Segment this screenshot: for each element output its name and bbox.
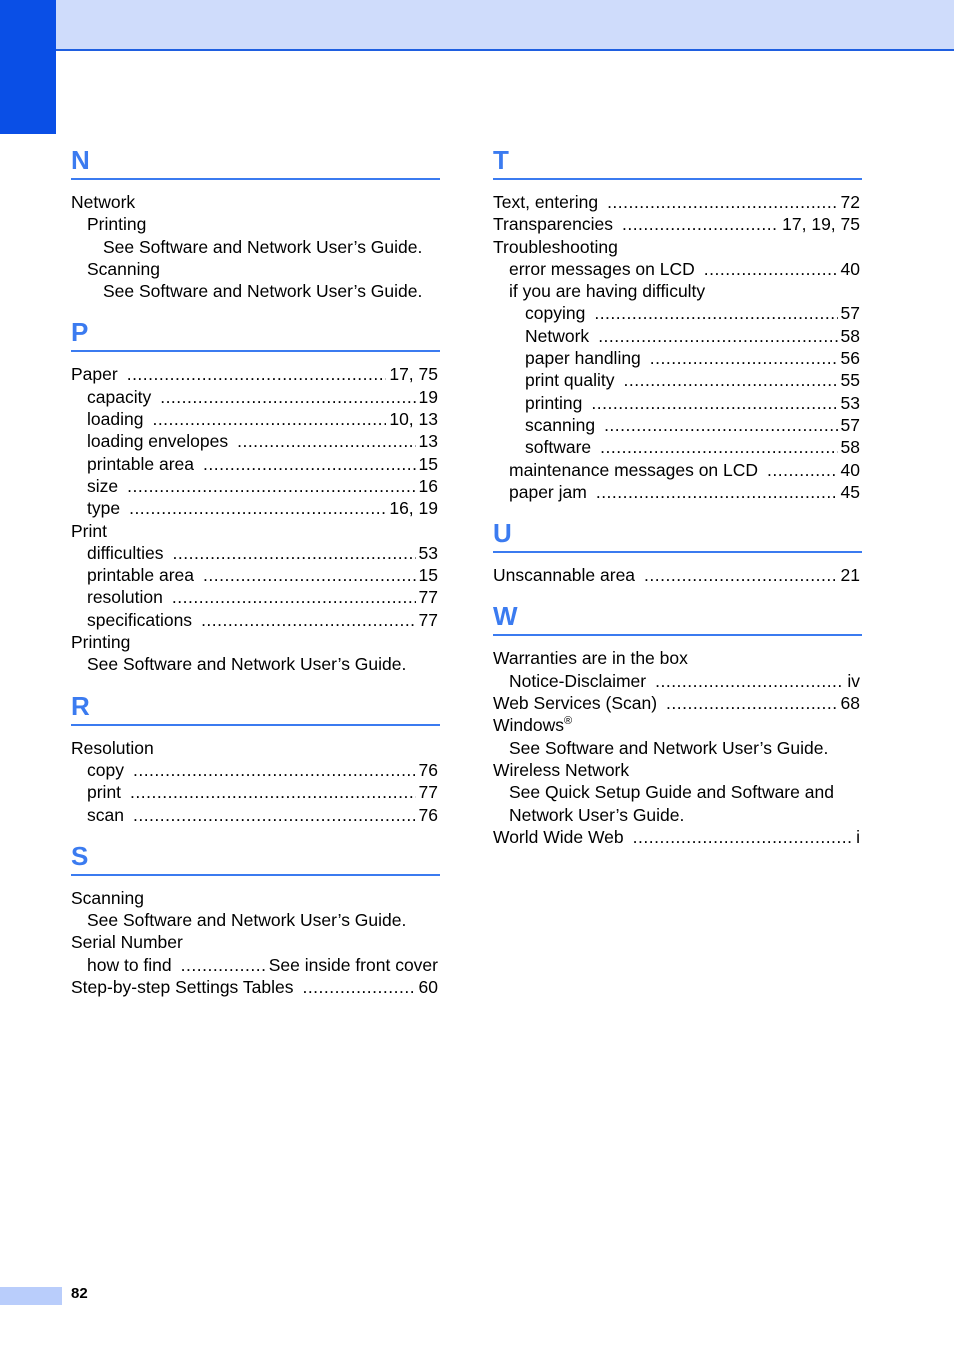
index-entry-term: See Software and Network User’s Guide.: [103, 281, 423, 302]
index-entry: [71, 475, 440, 497]
index-entry: [71, 258, 440, 280]
section-letter: W: [493, 601, 518, 632]
index-entry: [493, 280, 862, 302]
index-entry-term: Notice-Disclaimer: [509, 670, 647, 691]
index-entry: [493, 481, 862, 503]
index-entry: [71, 586, 440, 608]
index-entry-term: See Software and Network User’s Guide.: [103, 236, 423, 257]
index-entry: [71, 931, 440, 953]
index-entry-term: specifications: [87, 609, 193, 630]
index-section-s: [71, 836, 440, 998]
section-letter: R: [71, 690, 90, 721]
index-entry-page: 68: [840, 693, 860, 714]
index-entry-term: difficulties: [87, 542, 164, 563]
index-entry-term: World Wide Web: [493, 826, 624, 847]
section-letter: S: [71, 840, 89, 871]
dot-leader: [127, 475, 415, 497]
dot-leader: [152, 408, 386, 430]
index-entry-list: [493, 564, 862, 586]
index-entry-page: 10, 13: [389, 409, 438, 430]
index-entry: [71, 191, 440, 213]
dot-leader: [133, 804, 416, 826]
index-entry: [493, 236, 862, 258]
index-section-w: [493, 596, 862, 848]
dot-leader: [633, 826, 853, 848]
index-entry: [71, 737, 440, 759]
index-entry: [71, 520, 440, 542]
index-entry-page: 76: [418, 759, 438, 780]
index-entry-term: See Software and Network User’s Guide.: [509, 737, 829, 758]
index-entry-term: See Quick Setup Guide and Software and: [509, 782, 834, 803]
index-section-p: [71, 312, 440, 675]
index-entry-page: 17, 19, 75: [782, 214, 860, 235]
index-entry-term: Unscannable area: [493, 565, 636, 586]
index-entry-page: 76: [418, 804, 438, 825]
index-entry-term: printable area: [87, 565, 195, 586]
index-entry-term: maintenance messages on LCD: [509, 459, 759, 480]
index-entry: [71, 887, 440, 909]
index-entry-term: See Software and Network User’s Guide.: [87, 910, 407, 931]
dot-leader: [591, 392, 837, 414]
index-entry-term: loading envelopes: [87, 431, 229, 452]
index-entry-term: printing: [525, 392, 583, 413]
index-entry: [493, 302, 862, 324]
index-entry-term: Transparencies: [493, 214, 613, 235]
index-entry-page: 77: [418, 782, 438, 803]
dot-leader: [173, 542, 416, 564]
dot-leader: [650, 347, 838, 369]
index-entry: [71, 976, 440, 998]
index-entry-page: 56: [840, 348, 860, 369]
index-entry: [493, 804, 862, 826]
index-entry: [71, 542, 440, 564]
index-entry: [493, 714, 862, 736]
section-divider: [493, 178, 862, 180]
index-entry: [493, 436, 862, 458]
index-entry-term: loading: [87, 409, 144, 430]
dot-leader: [624, 369, 838, 391]
index-entry-term: Step-by-step Settings Tables: [71, 977, 294, 998]
index-entry-term: print: [87, 782, 122, 803]
index-section-r: [71, 686, 440, 826]
index-entry-term: Network: [525, 325, 590, 346]
index-entry: [71, 609, 440, 631]
index-entry-term: Warranties are in the box: [493, 648, 688, 669]
index-entry-term: resolution: [87, 587, 163, 608]
index-entry-page: 21: [840, 565, 860, 586]
index-entry: [71, 781, 440, 803]
dot-leader: [181, 954, 266, 976]
index-entry: [493, 392, 862, 414]
index-entry: [71, 430, 440, 452]
index-entry: [71, 497, 440, 519]
section-divider: [71, 724, 440, 726]
index-entry-page: 58: [840, 437, 860, 458]
index-entry: [493, 692, 862, 714]
index-entry: [71, 280, 440, 302]
index-section-u: [493, 513, 862, 586]
index-entry-page: 15: [418, 565, 438, 586]
index-entry: [493, 647, 862, 669]
index-entry: [71, 759, 440, 781]
section-divider: [71, 178, 440, 180]
index-entry-term: Scanning: [71, 887, 144, 908]
dot-leader: [172, 586, 416, 608]
index-entry-page: 60: [418, 977, 438, 998]
dot-leader: [160, 386, 415, 408]
index-entry-term: Wireless Network: [493, 759, 630, 780]
dot-leader: [604, 414, 837, 436]
dot-leader: [129, 497, 386, 519]
index-entry: [71, 954, 440, 976]
index-entry-term: if you are having difficulty: [509, 281, 706, 302]
dot-leader: [133, 759, 416, 781]
index-entry-term: software: [525, 437, 592, 458]
index-entry: [493, 564, 862, 586]
page-number: 82: [71, 1285, 88, 1302]
index-entry: [71, 408, 440, 430]
section-divider: [493, 634, 862, 636]
index-entry-page: 40: [840, 258, 860, 279]
index-entry: [493, 325, 862, 347]
index-column-left: [71, 140, 440, 1008]
section-letter: P: [71, 317, 89, 348]
index-entry-list: [71, 737, 440, 826]
index-entry-term: error messages on LCD: [509, 258, 695, 279]
chapter-tab: [0, 0, 56, 134]
index-entry-page: 77: [418, 587, 438, 608]
index-entry: [71, 804, 440, 826]
index-entry-term: Web Services (Scan): [493, 693, 658, 714]
index-entry-page: 17, 75: [389, 364, 438, 385]
dot-leader: [237, 430, 415, 452]
index-entry-page: iv: [847, 670, 860, 691]
index-entry: [71, 564, 440, 586]
section-letter: T: [493, 145, 509, 175]
index-entry-page: 15: [418, 453, 438, 474]
index-entry-list: [493, 191, 862, 503]
header-band: [0, 0, 954, 51]
index-entry-page: See inside front cover: [268, 954, 438, 975]
index-entry-term: Printing: [71, 632, 131, 653]
index-entry-page: 55: [840, 370, 860, 391]
dot-leader: [203, 564, 416, 586]
index-entry-term: printable area: [87, 453, 195, 474]
section-letter: U: [493, 518, 512, 549]
index-entry-term: Paper: [71, 364, 118, 385]
index-entry-page: 40: [840, 459, 860, 480]
index-entry-list: [493, 647, 862, 848]
index-entry-term: scan: [87, 804, 124, 825]
index-entry-page: i: [856, 826, 860, 847]
index-entry-term: paper handling: [525, 348, 641, 369]
index-entry-term: Network: [71, 192, 136, 212]
dot-leader: [704, 258, 838, 280]
index-entry: [493, 781, 862, 803]
section-divider: [493, 551, 862, 553]
registered-mark: ®: [564, 715, 573, 728]
index-entry-term: print quality: [525, 370, 615, 391]
index-entry-term: size: [87, 475, 119, 496]
index-entry: [493, 826, 862, 848]
index-entry-term: Windows: [493, 715, 564, 736]
index-entry: [71, 909, 440, 931]
index-entry-term: paper jam: [509, 481, 587, 502]
index-entry: [493, 414, 862, 436]
dot-leader: [594, 302, 837, 324]
index-entry-term: copying: [525, 303, 586, 324]
index-entry-page: 77: [418, 609, 438, 630]
index-entry-list: [71, 363, 440, 675]
index-entry: [493, 459, 862, 481]
index-entry-term: scanning: [525, 414, 596, 435]
index-entry-term: Text, entering: [493, 192, 599, 212]
index-entry-page: 57: [840, 414, 860, 435]
index-section-t: [493, 140, 862, 503]
dot-leader: [622, 213, 779, 235]
index-entry: [493, 347, 862, 369]
index-column-right: [493, 140, 862, 858]
index-entry-term: See Software and Network User’s Guide.: [87, 654, 407, 675]
dot-leader: [655, 670, 844, 692]
index-entry: [493, 759, 862, 781]
index-entry-term: Network User’s Guide.: [509, 804, 685, 825]
index-entry-term: Print: [71, 520, 107, 541]
index-entry-term: capacity: [87, 386, 152, 407]
index-entry-page: 57: [840, 303, 860, 324]
index-entry: [493, 258, 862, 280]
section-letter: N: [71, 145, 90, 175]
index-entry-term: how to find: [87, 954, 172, 975]
index-entry-term: copy: [87, 759, 124, 780]
index-entry-page: 16: [418, 475, 438, 496]
index-entry: [493, 737, 862, 759]
section-divider: [71, 874, 440, 876]
index-entry-page: 53: [840, 392, 860, 413]
index-entry-list: [71, 191, 440, 302]
index-entry-page: 58: [840, 325, 860, 346]
section-divider: [71, 350, 440, 352]
dot-leader: [767, 459, 838, 481]
dot-leader: [598, 325, 837, 347]
index-entry-term: Resolution: [71, 737, 154, 758]
index-entry-term: Troubleshooting: [493, 236, 618, 257]
index-entry-page: 16, 19: [389, 498, 438, 519]
index-entry: [71, 653, 440, 675]
index-entry-term: type: [87, 498, 121, 519]
index-entry: [493, 369, 862, 391]
index-entry-term: Scanning: [87, 258, 160, 279]
index-entry: [493, 670, 862, 692]
index-entry: [71, 386, 440, 408]
dot-leader: [596, 481, 838, 503]
dot-leader: [666, 692, 837, 714]
dot-leader: [203, 453, 416, 475]
index-entry: [493, 191, 862, 213]
index-entry-term: Printing: [87, 214, 147, 235]
index-entry-page: 13: [418, 431, 438, 452]
index-entry: [71, 631, 440, 653]
index-entry: [71, 363, 440, 385]
index-entry: [71, 453, 440, 475]
footer-bar: [0, 1287, 62, 1305]
index-entry-list: [71, 887, 440, 998]
dot-leader: [600, 436, 837, 458]
dot-leader: [127, 363, 387, 385]
index-entry-page: 45: [840, 481, 860, 502]
dot-leader: [201, 609, 415, 631]
index-section-n: [71, 140, 440, 302]
index-entry-page: 72: [840, 192, 860, 212]
dot-leader: [644, 564, 837, 586]
index-entry-term: Serial Number: [71, 932, 183, 953]
index-entry: [71, 236, 440, 258]
index-entry: [493, 213, 862, 235]
index-entry-page: 53: [418, 542, 438, 563]
dot-leader: [130, 781, 415, 803]
index-entry-page: 19: [418, 386, 438, 407]
dot-leader: [302, 976, 415, 998]
index-entry: [71, 213, 440, 235]
dot-leader: [607, 191, 837, 213]
